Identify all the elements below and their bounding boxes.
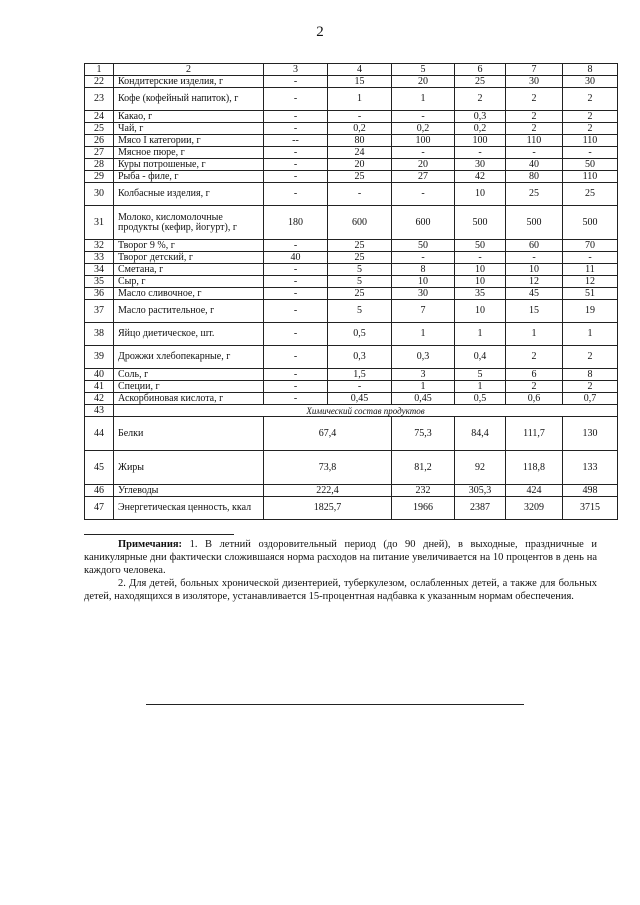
norm-value: 3715 [563,497,618,520]
norm-value: 0,7 [563,393,618,405]
norm-value: 25 [328,240,392,252]
section-row [85,405,618,417]
bottom-rule [146,704,524,705]
norm-value: - [328,183,392,206]
norm-value: - [506,252,563,264]
table-row [85,183,618,206]
norm-value: 84,4 [455,417,506,451]
norm-value: 2 [563,111,618,123]
norm-value: - [455,147,506,159]
norm-value: 25 [563,183,618,206]
table-header-row [85,64,618,76]
row-number: 24 [85,111,114,123]
norm-value: 15 [328,76,392,88]
norm-value: 25 [455,76,506,88]
norm-value: 0,5 [328,323,392,346]
norm-value: 424 [506,485,563,497]
norm-value: 100 [455,135,506,147]
norm-value: 3209 [506,497,563,520]
row-number: 43 [85,405,114,417]
norm-value: 0,3 [328,346,392,369]
norm-value: 2 [506,88,563,111]
nutrient-name: Энергетическая ценность, ккал [114,497,264,520]
norm-value: 25 [328,288,392,300]
norm-value: 110 [563,135,618,147]
table-row [85,300,618,323]
norm-value: 1825,7 [264,497,392,520]
norm-value: 80 [328,135,392,147]
table-row [85,417,618,451]
norm-value: 100 [392,135,455,147]
norm-value: 1 [563,323,618,346]
norm-value: - [392,183,455,206]
norm-value: 8 [392,264,455,276]
norm-value: 70 [563,240,618,252]
column-header: 1 [85,64,114,76]
norm-value: 30 [455,159,506,171]
table-row [85,171,618,183]
norm-value: - [455,252,506,264]
product-name: Куры потрошеные, г [114,159,264,171]
norm-value: 180 [264,206,328,240]
section-title: Химический состав продуктов [114,405,618,417]
norm-value: - [392,111,455,123]
norm-value: 20 [392,159,455,171]
page-number: 2 [316,24,324,40]
row-number: 36 [85,288,114,300]
norm-value: 2387 [455,497,506,520]
row-number: 22 [85,76,114,88]
norm-value: 0,45 [328,393,392,405]
row-number: 30 [85,183,114,206]
product-name: Колбасные изделия, г [114,183,264,206]
row-number: 25 [85,123,114,135]
note-1-text: 1. В летний оздоровительный период (до 90 дней), в выходные, праздничные и каникулярные дни фактически сложившаяся норма расходов на питание увеличивается на 10 процентов в день на каждого человека. [84,539,598,576]
norm-value: 25 [506,183,563,206]
notes-separator [84,534,234,535]
table-row [85,288,618,300]
column-header: 2 [114,64,264,76]
table-row [85,111,618,123]
norm-value: - [264,276,328,288]
norm-value: -- [264,135,328,147]
norm-value: 25 [328,171,392,183]
norm-value: 2 [506,346,563,369]
note-1 [84,538,597,577]
norm-value: 2 [506,381,563,393]
table-row [85,393,618,405]
norm-value: 500 [563,206,618,240]
norm-value: 10 [506,264,563,276]
norm-value: - [563,147,618,159]
norm-value: 12 [563,276,618,288]
norm-value: 10 [455,276,506,288]
norm-value: 1 [328,88,392,111]
notes-block [84,538,597,603]
product-name: Рыба - филе, г [114,171,264,183]
norm-value: 35 [455,288,506,300]
row-number: 41 [85,381,114,393]
norm-value: 0,3 [392,346,455,369]
row-number: 32 [85,240,114,252]
norm-value: 1,5 [328,369,392,381]
norm-value: 50 [455,240,506,252]
norm-value: 42 [455,171,506,183]
norm-value: 80 [506,171,563,183]
product-name: Специи, г [114,381,264,393]
norm-value: 111,7 [506,417,563,451]
norm-value: 600 [328,206,392,240]
norm-value: 10 [455,183,506,206]
norm-value: 498 [563,485,618,497]
row-number: 47 [85,497,114,520]
norm-value: 10 [455,264,506,276]
norm-value: 118,8 [506,451,563,485]
norm-value: 2 [563,346,618,369]
row-number: 44 [85,417,114,451]
norm-value: 110 [506,135,563,147]
norm-value: 50 [392,240,455,252]
norm-value: 50 [563,159,618,171]
norm-value: - [563,252,618,264]
norm-value: 1 [455,323,506,346]
nutrient-name: Белки [114,417,264,451]
table-row [85,88,618,111]
row-number: 46 [85,485,114,497]
product-name: Кофе (кофейный напиток), г [114,88,264,111]
norm-value: 2 [563,381,618,393]
row-number: 40 [85,369,114,381]
note-2: 2. Для детей, больных хронической дизентерией, туберкулезом, ослабленных детей, а также для больных детей, находящихся в изоляторе, устанавливается 15-процентная надбавка к указанным нормам обеспечения. [84,578,597,602]
norm-value: 6 [506,369,563,381]
norm-value: 20 [328,159,392,171]
column-header: 4 [328,64,392,76]
table-row [85,159,618,171]
norm-value: 8 [563,369,618,381]
product-name: Мясо I категории, г [114,135,264,147]
norm-value: 20 [392,76,455,88]
product-name: Мясное пюре, г [114,147,264,159]
norm-value: 92 [455,451,506,485]
product-name: Творог детский, г [114,252,264,264]
product-name: Аскорбиновая кислота, г [114,393,264,405]
norm-value: 3 [392,369,455,381]
norm-value: 30 [563,76,618,88]
nutrient-name: Углеводы [114,485,264,497]
norm-value: 0,5 [455,393,506,405]
norm-value: 75,3 [392,417,455,451]
product-name: Масло растительное, г [114,300,264,323]
column-header: 3 [264,64,328,76]
product-name: Кондитерские изделия, г [114,76,264,88]
product-name: Масло сливочное, г [114,288,264,300]
norm-value: 133 [563,451,618,485]
norm-value: 5 [328,264,392,276]
norm-value: - [392,147,455,159]
row-number: 39 [85,346,114,369]
column-header: 5 [392,64,455,76]
norm-value: 500 [455,206,506,240]
table-row [85,369,618,381]
norm-value: 5 [328,276,392,288]
nutrient-name: Жиры [114,451,264,485]
norm-value: - [264,147,328,159]
norm-value: - [264,240,328,252]
table-row [85,276,618,288]
norm-value: - [264,76,328,88]
row-number: 34 [85,264,114,276]
norm-value: - [264,88,328,111]
product-name: Соль, г [114,369,264,381]
norm-value: 81,2 [392,451,455,485]
norm-value: - [264,369,328,381]
norm-value: 5 [328,300,392,323]
norm-value: - [264,288,328,300]
table-row [85,497,618,520]
row-number: 42 [85,393,114,405]
norm-value: 0,45 [392,393,455,405]
norm-value: 2 [563,88,618,111]
norm-value: 222,4 [264,485,392,497]
row-number: 38 [85,323,114,346]
norm-value: 24 [328,147,392,159]
row-number: 23 [85,88,114,111]
product-name: Молоко, кисломолочные продукты (кефир, йогурт), г [114,206,264,240]
row-number: 29 [85,171,114,183]
norm-value: 19 [563,300,618,323]
column-header: 8 [563,64,618,76]
norm-value: 1 [392,88,455,111]
table-row [85,206,618,240]
norm-value: 1 [455,381,506,393]
row-number: 35 [85,276,114,288]
norm-value: 1 [392,381,455,393]
norm-value: 15 [506,300,563,323]
norm-value: - [264,264,328,276]
table-row [85,381,618,393]
norm-value: 130 [563,417,618,451]
table-row [85,264,618,276]
row-number: 26 [85,135,114,147]
norm-value: 10 [455,300,506,323]
product-name: Какао, г [114,111,264,123]
norm-value: - [328,111,392,123]
product-name: Дрожжи хлебопекарные, г [114,346,264,369]
table-row [85,323,618,346]
table-row [85,123,618,135]
norm-value: 2 [506,111,563,123]
table-row [85,346,618,369]
norm-value: 110 [563,171,618,183]
table-row [85,147,618,159]
norm-value: - [392,252,455,264]
norm-value: 30 [506,76,563,88]
norm-value: 0,2 [455,123,506,135]
norm-value: 0,6 [506,393,563,405]
norm-value: 1 [392,323,455,346]
norm-value: 1 [506,323,563,346]
product-name: Сметана, г [114,264,264,276]
norm-value: 60 [506,240,563,252]
norm-value: 11 [563,264,618,276]
table-row [85,240,618,252]
norm-value: 7 [392,300,455,323]
norm-value: - [264,323,328,346]
norm-value: 1966 [392,497,455,520]
norm-value: - [264,159,328,171]
table-row [85,76,618,88]
norm-value: 305,3 [455,485,506,497]
row-number: 31 [85,206,114,240]
norm-value: 2 [506,123,563,135]
norm-value: 25 [328,252,392,264]
norm-value: - [328,381,392,393]
table-row [85,485,618,497]
product-name: Яйцо диетическое, шт. [114,323,264,346]
norm-value: 40 [264,252,328,264]
norm-value: 500 [506,206,563,240]
norm-value: - [264,300,328,323]
norm-value: 5 [455,369,506,381]
norm-value: 600 [392,206,455,240]
norm-value: 40 [506,159,563,171]
notes-label: Примечания: [118,539,183,550]
table-row [85,135,618,147]
row-number: 45 [85,451,114,485]
row-number: 33 [85,252,114,264]
row-number: 27 [85,147,114,159]
norm-value: 45 [506,288,563,300]
food-norms-table [84,63,618,520]
norm-value: 232 [392,485,455,497]
norm-value: - [264,123,328,135]
norm-value: 0,2 [328,123,392,135]
norm-value: - [264,381,328,393]
norm-value: - [264,393,328,405]
column-header: 7 [506,64,563,76]
norm-value: 2 [455,88,506,111]
norm-value: 12 [506,276,563,288]
norm-value: 0,3 [455,111,506,123]
row-number: 37 [85,300,114,323]
norm-value: 73,8 [264,451,392,485]
column-header: 6 [455,64,506,76]
table-row [85,252,618,264]
product-name: Творог 9 %, г [114,240,264,252]
norm-value: 2 [563,123,618,135]
norm-value: 30 [392,288,455,300]
row-number: 28 [85,159,114,171]
table-row [85,451,618,485]
product-name: Сыр, г [114,276,264,288]
product-name: Чай, г [114,123,264,135]
norm-value: 51 [563,288,618,300]
norm-value: 0,2 [392,123,455,135]
norm-value: - [264,111,328,123]
norm-value: - [506,147,563,159]
norm-value: - [264,183,328,206]
norm-value: 67,4 [264,417,392,451]
norm-value: 0,4 [455,346,506,369]
norm-value: 10 [392,276,455,288]
norm-value: - [264,171,328,183]
norm-value: 27 [392,171,455,183]
norm-value: - [264,346,328,369]
